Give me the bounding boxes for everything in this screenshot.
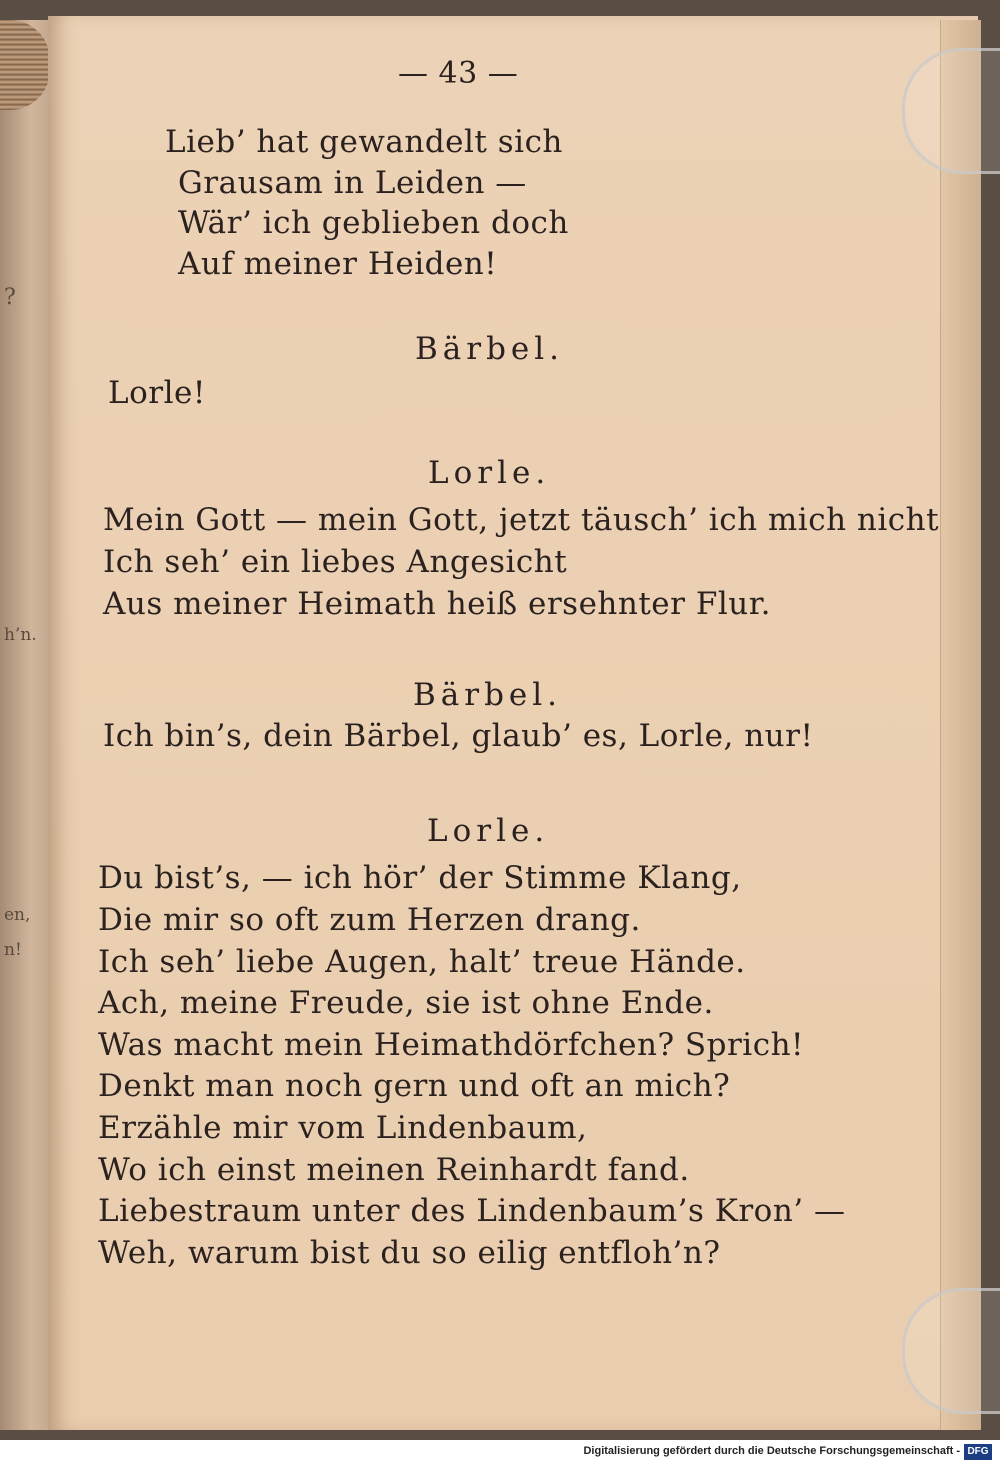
dialogue-line: Aus meiner Heimath heiß ersehnter Flur. (103, 586, 771, 622)
digitization-credit: Digitalisierung gefördert durch die Deutsche Forschungsgemeinschaft - (583, 1445, 960, 1457)
fragment-text: ? (4, 285, 16, 310)
fragment-text: en, (4, 905, 31, 925)
verse-line: Wär’ ich geblieben doch (178, 205, 569, 241)
dialogue-line: Ach, meine Freude, sie ist ohne Ende. (98, 985, 714, 1021)
dialogue-line: Lorle! (108, 375, 206, 411)
footer-bar (0, 1440, 1000, 1466)
speaker-heading: Lorle. (427, 813, 550, 849)
dialogue-line: Liebestraum unter des Lindenbaum’s Kron’ — (98, 1193, 846, 1229)
dialogue-line: Wo ich einst meinen Reinhardt fand. (98, 1152, 690, 1188)
dialogue-line: Mein Gott — mein Gott, jetzt täusch’ ich mich nicht (103, 502, 940, 538)
dialogue-line: Ich bin’s, dein Bärbel, glaub’ es, Lorle, nur! (103, 718, 814, 754)
verse-line: Lieb’ hat gewandelt sich (165, 124, 563, 160)
fragment-text: n! (4, 940, 22, 960)
dialogue-line: Ich seh’ ein liebes Angesicht (103, 544, 568, 580)
dialogue-line: Weh, warum bist du so eilig entfloh’n? (98, 1235, 721, 1271)
dialogue-line: Du bist’s, — ich hör’ der Stimme Klang, (98, 860, 742, 896)
dialogue-line: Ich seh’ liebe Augen, halt’ treue Hände. (98, 944, 746, 980)
facing-page-fragments (0, 0, 52, 1410)
dialogue-line: Erzähle mir vom Lindenbaum, (98, 1110, 588, 1146)
verse-line: Grausam in Leiden — (178, 165, 527, 201)
speaker-heading: Lorle. (428, 455, 551, 491)
page-number: — 43 — (398, 56, 519, 91)
dialogue-line: Denkt man noch gern und oft an mich? (98, 1068, 731, 1104)
fragment-text: h’n. (4, 625, 37, 645)
speaker-heading: Bärbel. (413, 677, 563, 713)
page-right-edge (940, 20, 981, 1430)
verse-line: Auf meiner Heiden! (178, 246, 498, 282)
dialogue-line: Was macht mein Heimathdörfchen? Sprich! (98, 1027, 805, 1063)
dfg-logo: DFG (964, 1444, 992, 1460)
dialogue-line: Die mir so oft zum Herzen drang. (98, 902, 641, 938)
speaker-heading: Bärbel. (415, 331, 565, 367)
